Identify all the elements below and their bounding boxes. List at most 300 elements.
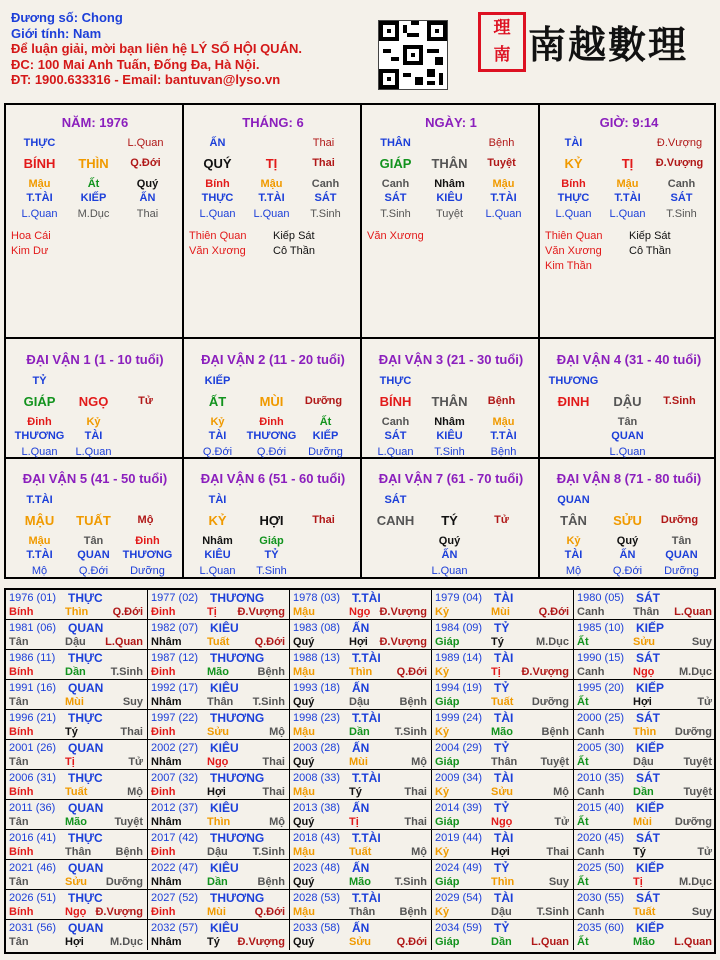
year-chi: Ngọ	[65, 906, 87, 918]
year-star: KIÊU	[210, 621, 239, 635]
year-chi: Tý	[491, 636, 504, 648]
tang-star: KIẾP	[80, 192, 107, 204]
year-cell	[148, 680, 290, 710]
year-cell	[432, 590, 574, 620]
year-stage: Mộ	[269, 726, 285, 738]
pillar-top-stage: Đ.Vượng	[656, 137, 703, 149]
year-cell	[432, 680, 574, 710]
year-cell	[148, 740, 290, 770]
pillar-chi: TỊ	[621, 156, 634, 171]
year-stage: L.Quan	[531, 936, 569, 948]
year-chi: Sửu	[633, 636, 656, 648]
year-cell	[574, 680, 716, 710]
tang-stage: Q.Đới	[202, 446, 233, 458]
dai-van-can: ĐINH	[557, 394, 590, 409]
tang-can: Đinh	[27, 416, 52, 428]
year-stage: T.Sinh	[536, 906, 569, 918]
year-chi: Hợi	[65, 936, 84, 948]
tang-stage: Bệnh	[490, 446, 517, 458]
year-chi: Dần	[633, 786, 654, 798]
dai-van-chi: TUẤT	[76, 513, 111, 528]
tang-stage: Q.Đới	[78, 565, 109, 577]
year-label: 2025 (50)	[577, 862, 625, 874]
year-star: THỰC	[68, 651, 103, 665]
tang-star: TÀI	[564, 549, 583, 561]
year-can: Kỷ	[435, 906, 450, 918]
year-stage: Dưỡng	[531, 696, 569, 708]
dai-van-can: TÂN	[560, 513, 587, 528]
pillar-top-stage: Thai	[312, 137, 335, 149]
year-label: 1986 (11)	[9, 652, 56, 664]
year-can: Canh	[577, 726, 605, 738]
tang-star: SÁT	[314, 192, 337, 204]
year-stage: Thai	[546, 846, 569, 858]
tang-star: TÀI	[84, 430, 103, 442]
pillar-chi: THÂN	[431, 156, 468, 171]
year-star: T.TÀI	[352, 711, 381, 725]
year-cell	[432, 620, 574, 650]
year-cell	[432, 890, 574, 920]
tang-stage: L.Quan	[21, 208, 58, 220]
tang-can: Nhâm	[202, 535, 233, 547]
pillar-can: BÍNH	[23, 156, 56, 171]
tang-can: Quý	[616, 535, 639, 547]
year-star: QUAN	[68, 861, 104, 875]
dai-van-stage: Bệnh	[487, 395, 516, 407]
year-can: Giáp	[435, 876, 460, 888]
year-cell	[290, 680, 432, 710]
dai-van-title: ĐẠI VẬN 2 (11 - 20 tuổi)	[201, 352, 345, 367]
tang-star: T.TÀI	[26, 549, 53, 561]
year-cell	[148, 890, 290, 920]
year-chi: Mão	[349, 876, 371, 888]
year-stage: Tử	[697, 846, 712, 858]
dai-van-title: ĐẠI VẬN 4 (31 - 40 tuổi)	[556, 352, 702, 367]
dai-van-title: ĐẠI VẬN 1 (1 - 10 tuổi)	[26, 352, 164, 367]
year-can: Tân	[9, 636, 29, 648]
pillar-chi: THÌN	[78, 156, 109, 171]
year-star: THƯƠNG	[210, 891, 265, 905]
year-cell	[148, 770, 290, 800]
tang-stage: L.Quan	[21, 446, 58, 458]
year-star: SÁT	[636, 831, 660, 845]
year-can: Giáp	[435, 756, 460, 768]
year-can: Mậu	[293, 726, 315, 738]
year-label: 2028 (53)	[293, 892, 341, 904]
year-stage: Q.Đới	[538, 606, 569, 618]
dai-van-chi: SỬU	[613, 513, 642, 528]
year-cell	[6, 860, 148, 890]
pillar-title: NĂM: 1976	[61, 115, 129, 130]
year-stage: Đ.Vượng	[379, 606, 427, 618]
year-cell	[290, 890, 432, 920]
tang-star: QUAN	[611, 430, 644, 442]
year-stage: Q.Đới	[112, 606, 143, 618]
year-cell	[574, 830, 716, 860]
year-chi: Tý	[633, 846, 646, 858]
year-cell	[6, 770, 148, 800]
year-chi: Mùi	[207, 906, 226, 918]
tang-stage: Thai	[136, 208, 159, 220]
year-stage: T.Sinh	[252, 846, 285, 858]
year-cell	[432, 770, 574, 800]
year-label: 2000 (25)	[577, 712, 625, 724]
year-cell	[290, 770, 432, 800]
tang-stage: Tuyệt	[435, 208, 464, 220]
year-can: Ất	[577, 816, 589, 828]
than-sat: Kim Thần	[545, 260, 592, 272]
pillar-top-star: THỰC	[23, 137, 56, 149]
year-can: Đinh	[151, 906, 176, 918]
year-label: 1993 (18)	[293, 682, 341, 694]
year-stage: L.Quan	[105, 636, 143, 648]
pillar-can: GIÁP	[379, 156, 412, 171]
year-chi: Sửu	[491, 786, 514, 798]
dai-van-can: ẤT	[208, 394, 227, 409]
dai-van-stage: Thai	[312, 514, 335, 526]
tang-star: T.TÀI	[614, 192, 641, 204]
year-can: Bính	[9, 786, 34, 798]
year-star: KIẾP	[636, 681, 665, 695]
year-label: 1994 (19)	[435, 682, 483, 694]
year-label: 1985 (10)	[577, 622, 625, 634]
year-chi: Hợi	[207, 786, 226, 798]
year-star: ẤN	[352, 801, 370, 815]
year-cell	[6, 890, 148, 920]
year-chi: Ngọ	[207, 756, 229, 768]
year-cell	[432, 740, 574, 770]
year-can: Giáp	[435, 636, 460, 648]
contact-note: Để luận giải, mời bạn liên hệ LÝ SỐ HỘI QUÁN.	[11, 41, 302, 56]
year-stage: Dưỡng	[105, 876, 143, 888]
year-stage: Q.Đới	[396, 936, 427, 948]
year-label: 2026 (51)	[9, 892, 57, 904]
year-label: 2010 (35)	[577, 772, 625, 784]
pillar-stage: Đ.Vượng	[655, 157, 704, 169]
year-cell	[432, 800, 574, 830]
tang-star: THƯƠNG	[246, 430, 297, 442]
year-can: Nhâm	[151, 936, 182, 948]
tang-can: Mậu	[616, 178, 639, 190]
year-label: 1987 (12)	[151, 652, 199, 664]
dai-van-can: GIÁP	[23, 394, 56, 409]
year-stage: Bệnh	[541, 726, 569, 738]
year-label: 2013 (38)	[293, 802, 341, 814]
tang-star: T.TÀI	[490, 192, 517, 204]
year-chi: Tị	[207, 606, 217, 618]
tang-star: THƯƠNG	[14, 430, 65, 442]
pillar-chi: TỊ	[265, 156, 278, 171]
year-can: Nhâm	[151, 876, 182, 888]
year-label: 2032 (57)	[151, 922, 199, 934]
year-star: TÀI	[494, 771, 514, 785]
year-star: T.TÀI	[352, 591, 381, 605]
year-star: TÀI	[494, 591, 514, 605]
year-cell	[148, 860, 290, 890]
dai-van-star: SÁT	[384, 494, 407, 506]
year-cell	[432, 920, 574, 950]
tang-star: THƯƠNG	[122, 549, 173, 561]
year-cell	[148, 920, 290, 950]
year-cell	[290, 830, 432, 860]
tang-can: Mậu	[492, 416, 515, 428]
year-chi: Tuất	[349, 846, 372, 858]
year-cell	[574, 650, 716, 680]
year-cell	[574, 620, 716, 650]
year-stage: Đ.Vượng	[237, 936, 285, 948]
year-label: 2007 (32)	[151, 772, 199, 784]
year-label: 1977 (02)	[151, 592, 199, 604]
year-chi: Tuất	[65, 786, 88, 798]
year-cell	[290, 620, 432, 650]
tang-can: Nhâm	[434, 416, 465, 428]
year-label: 2019 (44)	[435, 832, 483, 844]
year-can: Bính	[9, 606, 34, 618]
year-stage: Tử	[697, 696, 712, 708]
year-can: Nhâm	[151, 816, 182, 828]
year-chi: Sửu	[207, 726, 230, 738]
year-cell	[6, 800, 148, 830]
year-can: Đinh	[151, 726, 176, 738]
year-can: Mậu	[293, 606, 315, 618]
year-cell	[290, 920, 432, 950]
year-cell	[574, 860, 716, 890]
year-star: TỶ	[494, 921, 510, 935]
year-stage: T.Sinh	[394, 726, 427, 738]
year-label: 2009 (34)	[435, 772, 483, 784]
dai-van-chi: HỢI	[259, 513, 284, 528]
year-cell	[290, 590, 432, 620]
year-can: Mậu	[293, 786, 315, 798]
year-star: T.TÀI	[352, 831, 381, 845]
year-star: ẤN	[352, 861, 370, 875]
year-cell	[6, 740, 148, 770]
year-chi: Thìn	[65, 606, 89, 618]
year-stage: Bệnh	[399, 906, 427, 918]
year-star: THỰC	[68, 711, 103, 725]
year-label: 1999 (24)	[435, 712, 483, 724]
year-stage: Tử	[128, 756, 143, 768]
year-label: 2023 (48)	[293, 862, 341, 874]
year-can: Đinh	[151, 666, 176, 678]
pillar-title: NGÀY: 1	[425, 115, 477, 130]
year-label: 2034 (59)	[435, 922, 483, 934]
tang-star: KIÊU	[436, 430, 463, 442]
year-chi: Hợi	[491, 846, 510, 858]
year-label: 1980 (05)	[577, 592, 625, 604]
address: ĐC: 100 Mai Anh Tuấn, Đống Đa, Hà Nội.	[11, 56, 260, 72]
owner-name: Đương số: Chong	[11, 10, 123, 25]
tang-stage: L.Quan	[199, 208, 236, 220]
pillar-can: QUÝ	[203, 156, 232, 171]
year-chi: Thân	[207, 696, 234, 708]
year-label: 2027 (52)	[151, 892, 199, 904]
year-chi: Ngọ	[349, 606, 371, 618]
year-can: Canh	[577, 666, 605, 678]
year-label: 1978 (03)	[293, 592, 341, 604]
tang-star: TỶ	[264, 549, 279, 561]
year-chi: Tị	[491, 666, 501, 678]
dai-van-chi: DẬU	[613, 394, 642, 409]
year-star: KIÊU	[210, 921, 239, 935]
tang-star: THỰC	[557, 192, 590, 204]
tang-can: Kỷ	[566, 535, 581, 547]
year-chi: Dần	[207, 876, 228, 888]
than-sat: Thiên Quan	[545, 230, 603, 242]
year-label: 2022 (47)	[151, 862, 199, 874]
year-cell	[6, 830, 148, 860]
year-stage: Thai	[404, 816, 427, 828]
year-can: Tân	[9, 696, 29, 708]
tang-star: KIÊU	[204, 549, 231, 561]
dai-van-chi: TÝ	[441, 513, 458, 528]
tang-stage: T.Sinh	[666, 208, 697, 220]
year-chi: Tị	[633, 876, 643, 888]
year-label: 2011 (36)	[9, 802, 56, 814]
year-star: THƯƠNG	[210, 771, 265, 785]
year-stage: Thai	[120, 726, 143, 738]
than-sat: Thiên Quan	[189, 230, 247, 242]
year-label: 2001 (26)	[9, 742, 57, 754]
year-stage: Tuyệt	[540, 756, 569, 768]
year-label: 2006 (31)	[9, 772, 57, 784]
dai-van-star: T.TÀI	[26, 494, 53, 506]
dai-van-chi: THÂN	[431, 394, 468, 409]
year-chi: Dậu	[491, 906, 512, 918]
year-label: 1979 (04)	[435, 592, 483, 604]
year-stage: Mộ	[553, 786, 569, 798]
year-chi: Dần	[491, 936, 512, 948]
year-star: THỰC	[68, 831, 103, 845]
tang-stage: T.Sinh	[310, 208, 341, 220]
year-star: THỰC	[68, 771, 103, 785]
year-star: SÁT	[636, 711, 660, 725]
year-chi: Ngọ	[633, 666, 655, 678]
year-cell	[6, 680, 148, 710]
dai-van-title: ĐẠI VẬN 7 (61 - 70 tuổi)	[378, 471, 524, 486]
dai-van-star: THƯƠNG	[548, 375, 599, 387]
tang-can: Quý	[438, 535, 461, 547]
year-can: Kỷ	[435, 666, 450, 678]
year-chi: Hợi	[349, 636, 368, 648]
year-stage: Bệnh	[257, 666, 285, 678]
year-can: Kỷ	[435, 606, 450, 618]
year-cell	[6, 650, 148, 680]
year-stage: Suy	[122, 696, 143, 708]
than-sat: Kiếp Sát	[273, 230, 315, 242]
year-stage: L.Quan	[674, 936, 712, 948]
pillar-stage: Tuyệt	[487, 157, 516, 169]
year-label: 1981 (06)	[9, 622, 57, 634]
dai-van-title: ĐẠI VẬN 6 (51 - 60 tuổi)	[200, 471, 346, 486]
year-cell	[6, 590, 148, 620]
pillar-top-star: THÂN	[380, 137, 411, 149]
year-label: 2005 (30)	[577, 742, 625, 754]
tang-stage: L.Quan	[485, 208, 522, 220]
year-chi: Ngọ	[491, 816, 513, 828]
year-label: 1991 (16)	[9, 682, 57, 694]
tang-stage: Q.Đới	[612, 565, 643, 577]
tang-stage: Dưỡng	[664, 565, 699, 577]
year-can: Đinh	[151, 846, 176, 858]
year-stage: Dưỡng	[674, 816, 712, 828]
year-cell	[432, 830, 574, 860]
year-star: KIÊU	[210, 741, 239, 755]
year-stage: Đ.Vượng	[237, 606, 285, 618]
year-chi: Mão	[65, 816, 87, 828]
tang-can: Canh	[381, 416, 410, 428]
year-star: QUAN	[68, 801, 104, 815]
year-star: TỶ	[494, 741, 510, 755]
year-cell	[148, 710, 290, 740]
brand-logo: 南越數理	[528, 22, 689, 67]
year-chi: Thìn	[207, 816, 231, 828]
year-cell	[290, 860, 432, 890]
year-star: KIÊU	[210, 801, 239, 815]
year-label: 2015 (40)	[577, 802, 625, 814]
year-star: KIÊU	[210, 681, 239, 695]
year-can: Nhâm	[151, 696, 182, 708]
year-label: 1983 (08)	[293, 622, 341, 634]
phone-email: ĐT: 1900.633316 - Email: bantuvan@lyso.vn	[11, 72, 281, 87]
tang-can: Mậu	[260, 178, 283, 190]
year-chi: Sửu	[349, 936, 372, 948]
year-chi: Thìn	[491, 876, 515, 888]
pillar-title: GIỜ: 9:14	[599, 115, 659, 130]
tang-star: T.TÀI	[26, 192, 53, 204]
year-stage: Tử	[554, 816, 569, 828]
year-label: 2004 (29)	[435, 742, 483, 754]
tang-can: Quý	[136, 178, 159, 190]
year-star: THƯƠNG	[210, 651, 265, 665]
year-label: 2018 (43)	[293, 832, 341, 844]
tang-star: SÁT	[384, 192, 407, 204]
year-can: Ất	[577, 936, 589, 948]
year-label: 2020 (45)	[577, 832, 625, 844]
year-star: TỶ	[494, 681, 510, 695]
year-label: 2033 (58)	[293, 922, 341, 934]
tang-can: Bính	[561, 178, 586, 190]
tang-stage: L.Quan	[555, 208, 592, 220]
tang-stage: Mộ	[565, 565, 582, 577]
tang-star: SÁT	[670, 192, 693, 204]
tang-star: KIẾP	[312, 430, 339, 442]
year-can: Đinh	[151, 606, 176, 618]
qr-code-icon	[378, 20, 448, 90]
dai-van-star: QUAN	[557, 494, 590, 506]
year-stage: Tuyệt	[683, 786, 712, 798]
year-can: Tân	[9, 936, 29, 948]
pillar-stage: Thai	[312, 157, 335, 169]
year-can: Bính	[9, 666, 34, 678]
tang-star: ẤN	[139, 192, 156, 204]
year-star: ẤN	[352, 681, 370, 695]
year-cell	[290, 740, 432, 770]
tang-star: ẤN	[619, 549, 636, 561]
year-cell	[432, 710, 574, 740]
red-seal-icon: 理 南	[478, 12, 526, 72]
dai-van-can: MẬU	[24, 513, 55, 528]
year-stage: Mộ	[411, 846, 427, 858]
year-can: Quý	[293, 876, 315, 888]
dai-van-star: KIẾP	[204, 375, 231, 387]
year-can: Giáp	[435, 816, 460, 828]
year-label: 2003 (28)	[293, 742, 341, 754]
year-cell	[148, 590, 290, 620]
year-stage: M.Dục	[536, 636, 569, 648]
year-label: 2030 (55)	[577, 892, 625, 904]
year-stage: M.Dục	[679, 876, 712, 888]
